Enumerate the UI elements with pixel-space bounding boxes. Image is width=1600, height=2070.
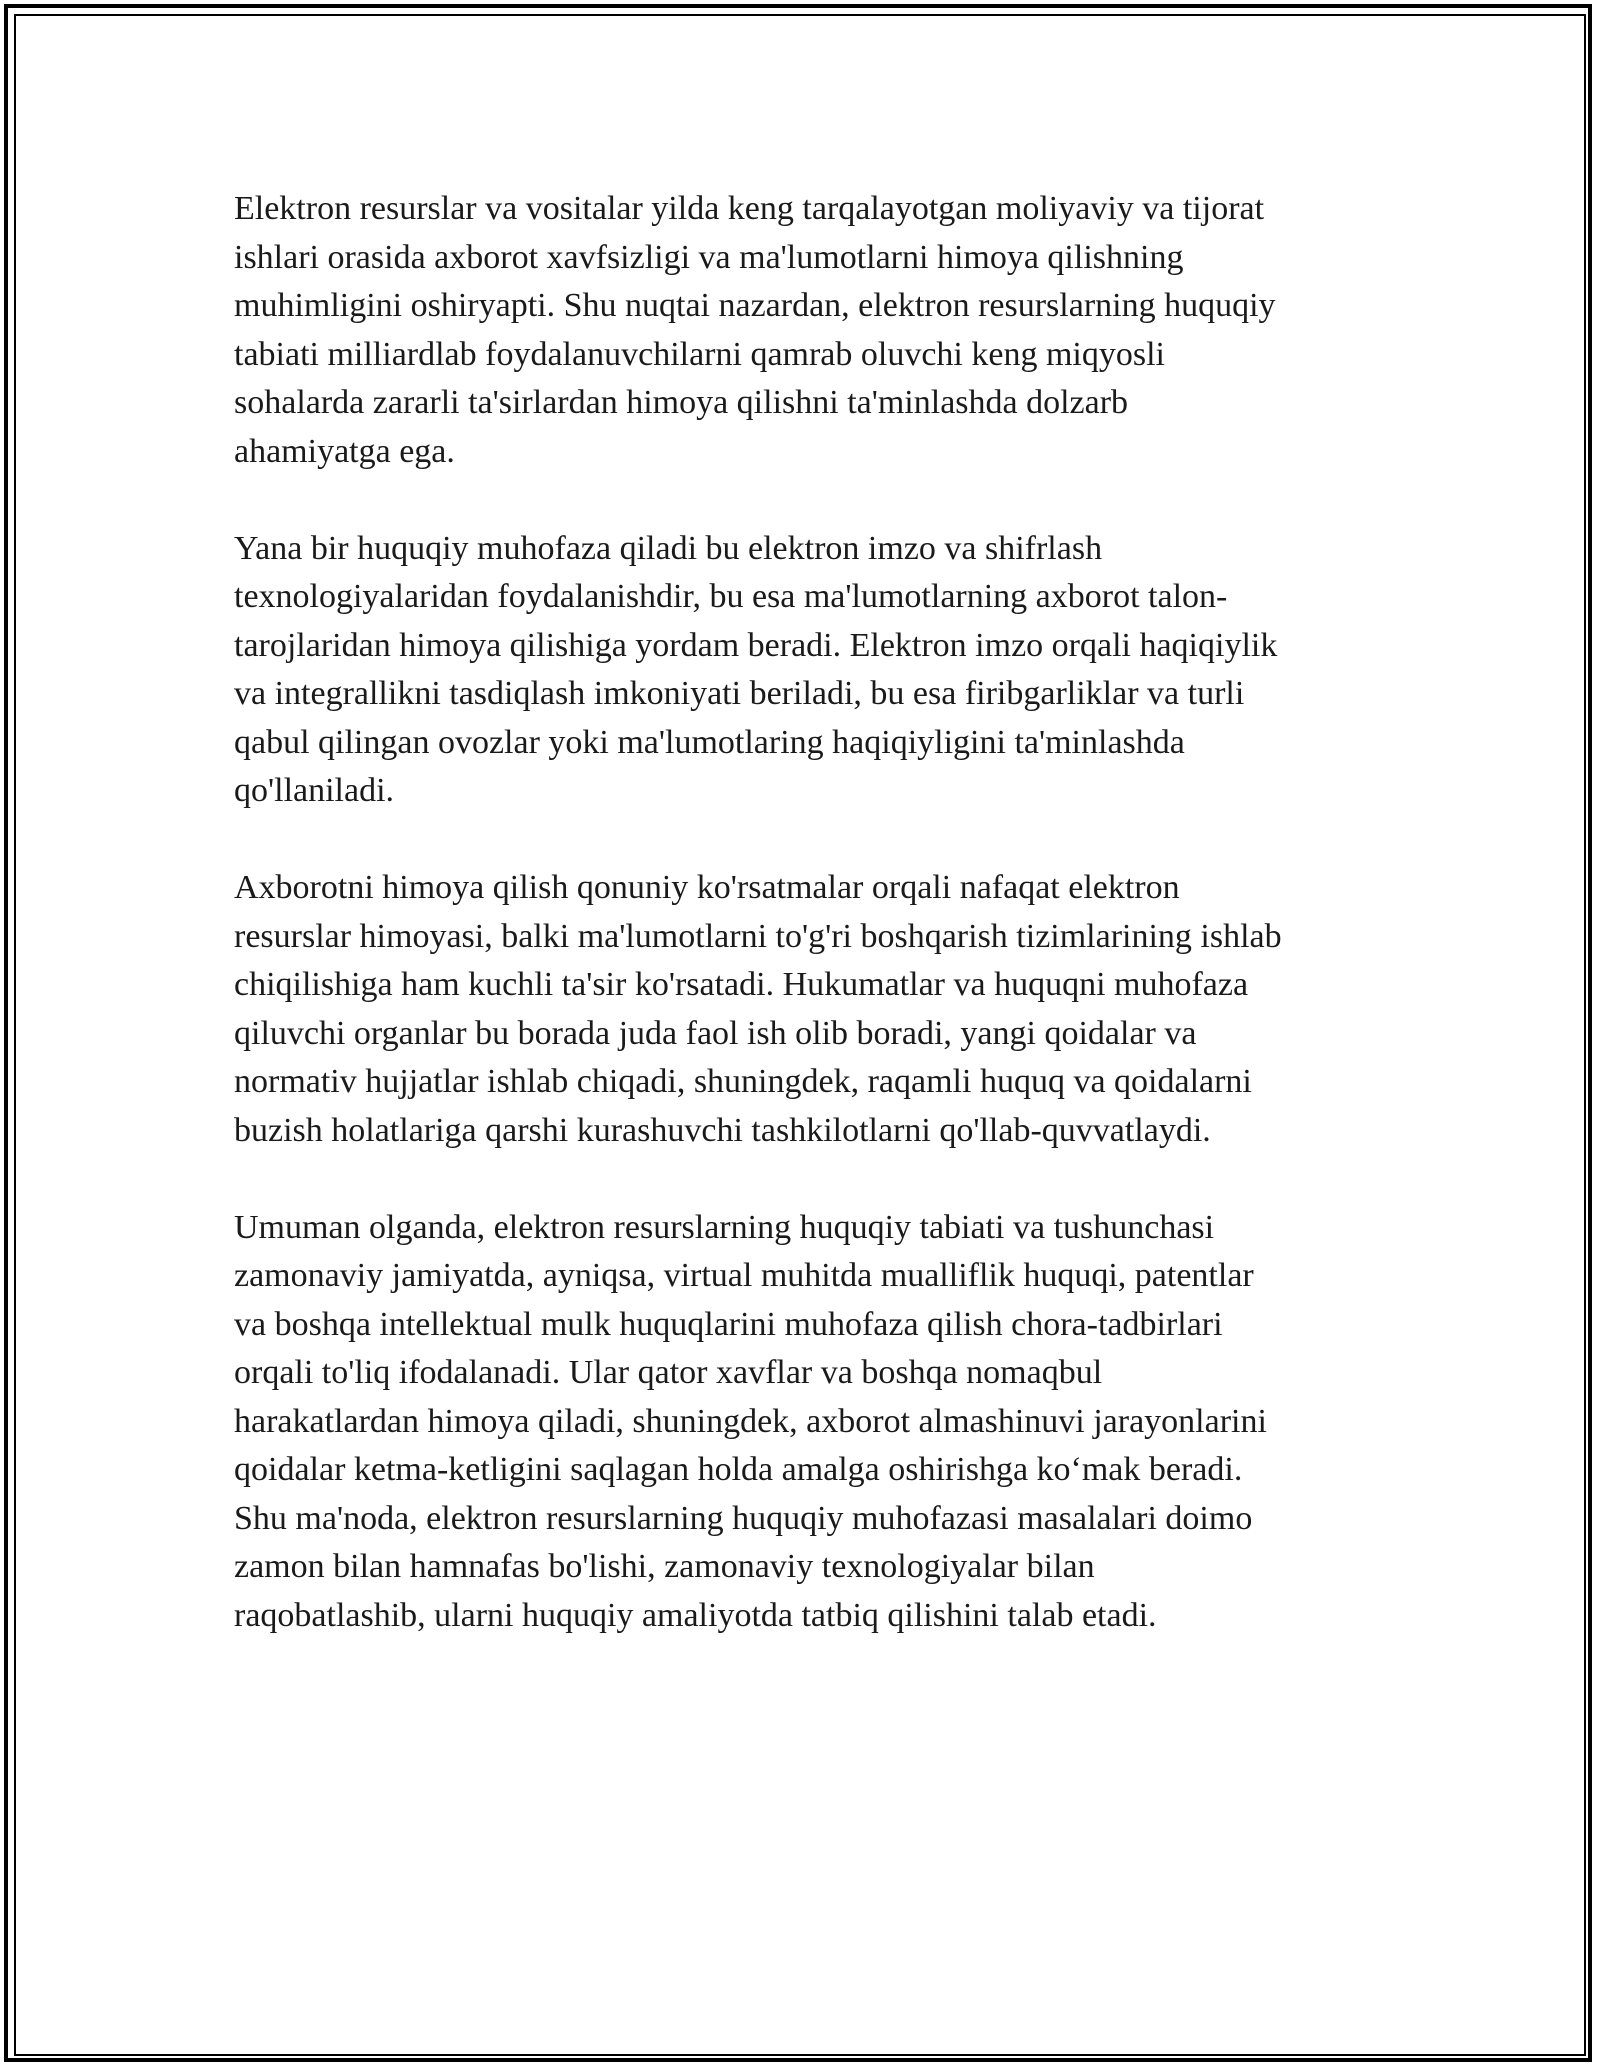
text-line: muhimligini oshiryapti. Shu nuqtai nazardan, elektron resurslarning huquqiy — [234, 287, 1276, 324]
text-line: chiqilishiga ham kuchli ta'sir ko'rsatadi. Hukumatlar va huquqni muhofaza — [234, 966, 1249, 1003]
text-line: raqobatlashib, ularni huquqiy amaliyotda tatbiq qilishini talab etadi. — [234, 1596, 1157, 1634]
text-line: sohalarda zararli ta'sirlardan himoya qilishni ta'minlashda dolzarb — [234, 384, 1129, 421]
text-line: resurslar himoyasi, balki ma'lumotlarni to'g'ri boshqarish tizimlarining ishlab — [234, 917, 1282, 955]
paragraph-1 — [234, 185, 1384, 476]
text-line: qabul qilingan ovozlar yoki ma'lumotlaring haqiqiyligini ta'minlashda — [234, 723, 1185, 761]
text-line: zamon bilan hamnafas bo'lishi, zamonaviy texnologiyalar bilan — [234, 1548, 1095, 1585]
text-line: Umuman olganda, elektron resurslarning huquqiy tabiati va tushunchasi — [234, 1208, 1215, 1246]
text-line: harakatlardan himoya qiladi, shuningdek, axborot almashinuvi jarayonlarini — [234, 1402, 1267, 1440]
text-line: buzish holatlariga qarshi kurashuvchi tashkilotlarni qo'llab-quvvatlaydi. — [234, 1111, 1211, 1149]
text-line: ahamiyatga ega. — [234, 432, 455, 470]
text-line: qiluvchi organlar bu borada juda faol ish olib boradi, yangi qoidalar va — [234, 1014, 1197, 1052]
paragraph-3 — [234, 864, 1384, 1155]
text-line: Yana bir huquqiy muhofaza qiladi bu elektron imzo va shifrlash — [234, 529, 1103, 567]
text-line: va boshqa intellektual mulk huquqlarini muhofaza qilish chora-tadbirlari — [234, 1305, 1223, 1343]
document-body — [234, 185, 1384, 1689]
text-line: qo'llaniladi. — [234, 772, 395, 809]
text-line: ishlari orasida axborot xavfsizligi va ma'lumotlarni himoya qilishning — [234, 238, 1184, 276]
text-line: qoidalar ketma-ketligini saqlagan holda amalga oshirishga ko‘mak beradi. — [234, 1451, 1243, 1488]
text-line: va integrallikni tasdiqlash imkoniyati beriladi, bu esa firibgarliklar va turli — [234, 675, 1245, 712]
text-line: normativ hujjatlar ishlab chiqadi, shuningdek, raqamli huquq va qoidalarni — [234, 1063, 1252, 1100]
text-line: texnologiyalaridan foydalanishdir, bu esa ma'lumotlarning axborot talon- — [234, 578, 1228, 615]
text-line: tabiati milliardlab foydalanuvchilarni qamrab oluvchi keng miqyosli — [234, 335, 1165, 373]
text-line: tarojlaridan himoya qilishiga yordam beradi. Elektron imzo orqali haqiqiylik — [234, 626, 1278, 664]
text-line: Shu ma'noda, elektron resurslarning huquqiy muhofazasi masalalari doimo — [234, 1499, 1253, 1537]
paragraph-2 — [234, 525, 1384, 816]
text-line: orqali to'liq ifodalanadi. Ular qator xavflar va boshqa nomaqbul — [234, 1354, 1103, 1391]
text-line: zamonaviy jamiyatda, ayniqsa, virtual muhitda mualliflik huquqi, patentlar — [234, 1257, 1254, 1294]
text-line: Elektron resurslar va vositalar yilda keng tarqalayotgan moliyaviy va tijorat — [234, 190, 1265, 227]
paragraph-4 — [234, 1204, 1384, 1641]
text-line: Axborotni himoya qilish qonuniy ko'rsatmalar orqali nafaqat elektron — [234, 869, 1180, 906]
